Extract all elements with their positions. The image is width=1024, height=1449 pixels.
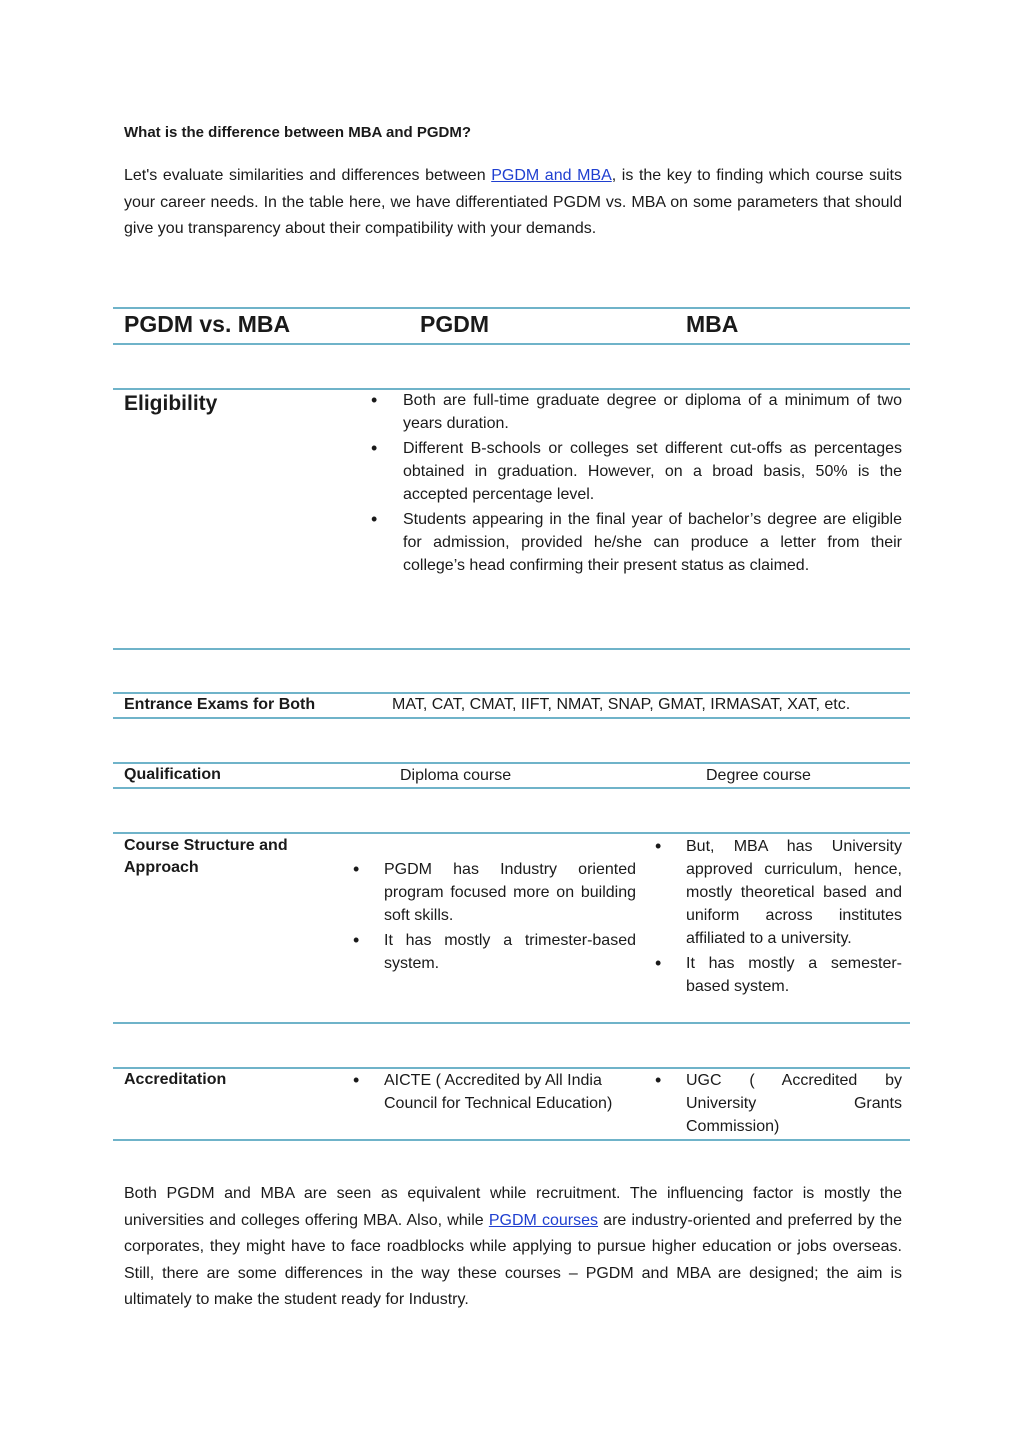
accreditation-pgdm-list xyxy=(384,1069,636,1117)
course-structure-mba-item: • But, MBA has University approved curriculum, hence, mostly theoretical based and uniform across institutes affiliated to a university. xyxy=(686,835,902,950)
accreditation-label: Accreditation xyxy=(124,1071,227,1088)
closing-text-end: are industry-oriented and preferred by the corporates, they might have to face roadblocks while applying to pursue higher education or jobs overseas. Still, there are some differences in the way these courses – PGDM and MBA are designed; the aim is ultimately to make the student ready for Industry. xyxy=(124,1211,903,1308)
accreditation-bottom-rule xyxy=(113,1139,910,1141)
header-mba: MBA xyxy=(686,311,739,337)
closing-text-start: Both PGDM and MBA are seen as equivalent while recruitment. The influencing factor is mostly the universities and colleges offering MBA. Also, while xyxy=(124,1185,902,1229)
course-structure-bottom-rule xyxy=(113,1022,910,1024)
entrance-exams-value: MAT, CAT, CMAT, IIFT, NMAT, SNAP, GMAT, IRMASAT, XAT, etc. xyxy=(392,696,851,713)
eligibility-label: Eligibility xyxy=(124,392,218,415)
course-structure-label-line: Course Structure and xyxy=(124,837,288,854)
entrance-label: Entrance Exams for Both xyxy=(124,696,316,713)
eligibility-item: • Both are full-time graduate degree or diploma of a minimum of two years duration. xyxy=(403,389,902,435)
header-bottom-rule xyxy=(113,343,910,345)
intro-paragraph xyxy=(124,163,902,243)
page-heading: What is the difference between MBA and PGDM? xyxy=(124,124,471,141)
qualification-mba: Degree course xyxy=(706,767,811,784)
accreditation-mba-item: • UGC ( Accredited by University Grants Commission) xyxy=(686,1069,902,1138)
closing-paragraph xyxy=(124,1181,902,1314)
qualification-pgdm: Diploma course xyxy=(400,767,512,784)
pgdm-courses-link[interactable]: PGDM courses xyxy=(488,1211,599,1229)
entrance-bottom-rule xyxy=(113,717,910,719)
course-structure-label-line: Approach xyxy=(124,859,199,876)
header-pgdm: PGDM xyxy=(420,311,489,337)
intro-text-start: Let's evaluate similarities and differences between xyxy=(124,167,492,184)
eligibility-item: • Students appearing in the final year of bachelor’s degree are eligible for admission, provided he/she can produce a letter from their college’s head confirming their present status as claimed. xyxy=(403,508,902,577)
course-structure-pgdm-list xyxy=(384,858,636,977)
pgdm-and-mba-link[interactable]: PGDM and MBA xyxy=(491,167,612,184)
accreditation-pgdm-item: • AICTE ( Accredited by All India Council for Technical Education) xyxy=(384,1069,636,1115)
table-top-rule xyxy=(113,307,910,309)
course-structure-mba-item: • It has mostly a semester-based system. xyxy=(686,952,902,998)
accreditation-mba-list xyxy=(686,1069,902,1140)
course-structure-top-rule xyxy=(113,832,910,834)
intro-text-end: , is the key to finding which course suits your career needs. In the table here, we have differentiated PGDM vs. MBA on some parameters that should give you transparency about their compatibility with your demands. xyxy=(124,167,902,237)
qualification-label: Qualification xyxy=(124,766,221,783)
eligibility-item: • Different B-schools or colleges set different cut-offs as percentages obtained in graduation. However, on a broad basis, 50% is the accepted percentage level. xyxy=(403,437,902,506)
course-structure-mba-list xyxy=(686,835,902,1000)
qualification-bottom-rule xyxy=(113,787,910,789)
course-structure-pgdm-item: • It has mostly a trimester-based system. xyxy=(384,929,636,975)
header-comparison: PGDM vs. MBA xyxy=(124,311,291,337)
course-structure-pgdm-item: • PGDM has Industry oriented program focused more on building soft skills. xyxy=(384,858,636,927)
eligibility-list xyxy=(403,389,902,579)
eligibility-bottom-rule xyxy=(113,648,910,650)
course-structure-label xyxy=(124,835,288,879)
